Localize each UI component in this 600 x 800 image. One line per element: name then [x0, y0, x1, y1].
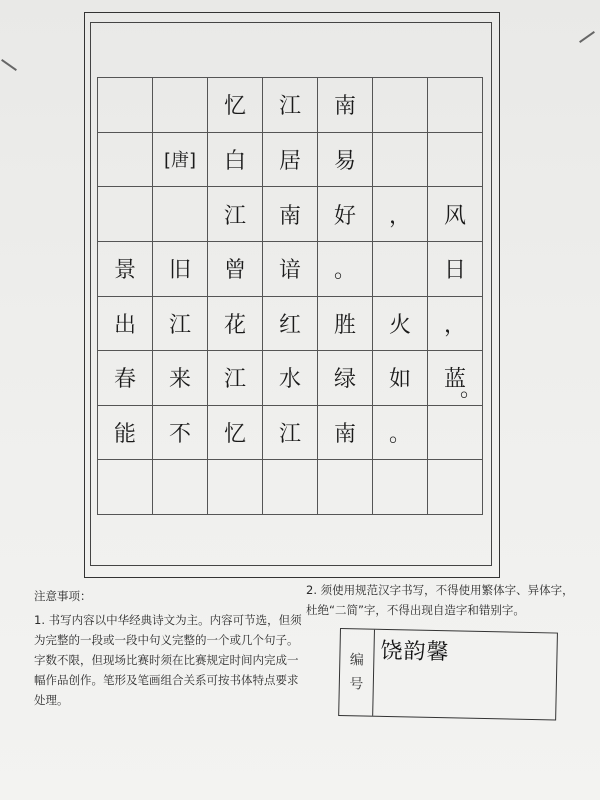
- grid-cell: 胜: [318, 297, 373, 352]
- grid-cell: ，: [373, 187, 428, 242]
- grid-cell: 火: [373, 297, 428, 352]
- grid-cell: 绿: [318, 351, 373, 406]
- grid-cell: 旧: [153, 242, 208, 297]
- grid-cell: [98, 460, 153, 515]
- trailing-period: 。: [460, 377, 483, 402]
- id-label: [339, 629, 375, 716]
- grid-cell: [373, 460, 428, 515]
- grid-cell: [428, 460, 483, 515]
- grid-cell: [98, 187, 153, 242]
- grid-cell: 忆: [208, 406, 263, 461]
- pin-mark-left: [1, 59, 17, 71]
- grid-cell: 景: [98, 242, 153, 297]
- grid-cell: 。: [373, 406, 428, 461]
- grid-cell: [98, 78, 153, 133]
- notes-section: [34, 586, 304, 710]
- grid-cell: 日: [428, 242, 483, 297]
- note-item-2: 2. 须使用规范汉字书写，不得使用繁体字、异体字，杜绝“二简”字，不得出现自造字和错别字。: [306, 583, 574, 617]
- grid-cell: 如: [373, 351, 428, 406]
- grid-cell: 春: [98, 351, 153, 406]
- grid-cell: 蓝: [428, 351, 483, 406]
- grid-cell: 谙: [263, 242, 318, 297]
- grid-cell: [263, 460, 318, 515]
- id-label-bottom: 号: [349, 676, 364, 693]
- grid-cell: 风: [428, 187, 483, 242]
- grid-cell: 不: [153, 406, 208, 461]
- grid-cell: 花: [208, 297, 263, 352]
- grid-cell: 南: [318, 78, 373, 133]
- grid-cell: 南: [318, 406, 373, 461]
- id-label-top: 编: [349, 652, 364, 669]
- grid-cell: 红: [263, 297, 318, 352]
- grid-cell: 江: [263, 78, 318, 133]
- grid-cell: [98, 133, 153, 188]
- writing-grid: [97, 77, 483, 515]
- grid-cell: 南: [263, 187, 318, 242]
- grid-cell: [428, 406, 483, 461]
- grid-cell: [318, 460, 373, 515]
- grid-cell: [373, 133, 428, 188]
- notes-title: 注意事项：: [34, 589, 92, 603]
- grid-cell: 江: [208, 351, 263, 406]
- signature-name: 饶韵馨: [380, 638, 450, 666]
- grid-cell: [428, 133, 483, 188]
- grid-cell: ，: [428, 297, 483, 352]
- grid-cell: 能: [98, 406, 153, 461]
- grid-cell: [373, 78, 428, 133]
- grid-cell: [373, 242, 428, 297]
- grid-cell: [428, 78, 483, 133]
- grid-cell: 白: [208, 133, 263, 188]
- grid-cell: [153, 187, 208, 242]
- grid-cell: 忆: [208, 78, 263, 133]
- grid-cell: 来: [153, 351, 208, 406]
- grid-cell: 江: [153, 297, 208, 352]
- grid-cell: 。: [318, 242, 373, 297]
- grid-cell: 江: [263, 406, 318, 461]
- grid-cell: 水: [263, 351, 318, 406]
- note-item-1: 1. 书写内容以中华经典诗文为主。内容可节选，但须为完整的一段或一段中句义完整的一个或几个句子。字数不限，但现场比赛时须在比赛规定时间内完成一幅作品创作。笔形及笔画组合关系可按书体特点要求处理。: [34, 613, 302, 707]
- grid-cell: 居: [263, 133, 318, 188]
- grid-cell: [208, 460, 263, 515]
- grid-cell: 好: [318, 187, 373, 242]
- id-box: [338, 628, 558, 721]
- grid-cell: 易: [318, 133, 373, 188]
- pin-mark-right: [579, 31, 595, 43]
- grid-cell: 江: [208, 187, 263, 242]
- grid-cell: [153, 460, 208, 515]
- grid-cell: [153, 78, 208, 133]
- grid-cell: 出: [98, 297, 153, 352]
- grid-cell: [唐]: [153, 133, 208, 188]
- notes-section-right: [306, 580, 576, 620]
- grid-cell: 曾: [208, 242, 263, 297]
